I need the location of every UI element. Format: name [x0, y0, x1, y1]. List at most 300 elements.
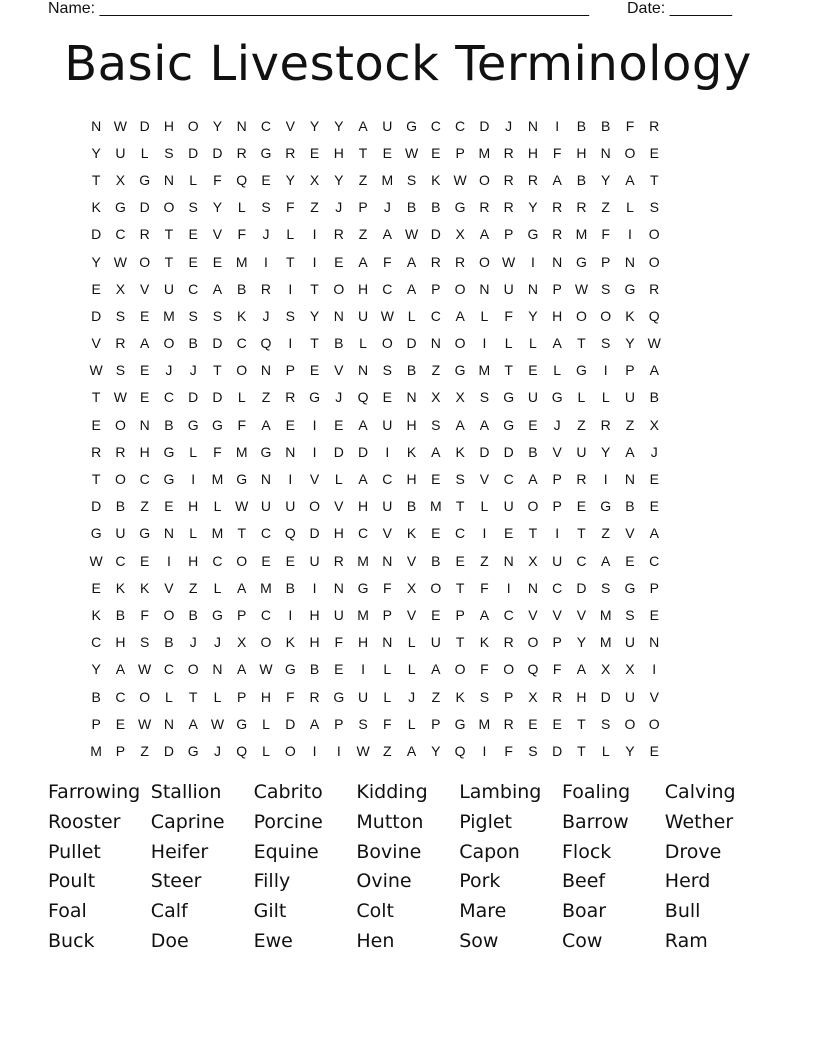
grid-letter[interactable]: P	[601, 253, 611, 270]
grid-letter[interactable]: V	[576, 606, 587, 623]
grid-letter[interactable]: V	[309, 471, 320, 488]
grid-letter[interactable]: R	[455, 253, 466, 270]
grid-letter[interactable]: W	[89, 362, 103, 379]
grid-letter[interactable]: H	[333, 144, 344, 161]
grid-letter[interactable]: G	[212, 416, 223, 433]
grid-letter[interactable]: M	[163, 307, 175, 324]
grid-letter[interactable]: B	[601, 117, 611, 134]
grid-letter[interactable]: C	[455, 117, 466, 134]
grid-letter[interactable]: E	[285, 416, 295, 433]
grid-letter[interactable]: J	[650, 443, 658, 460]
grid-letter[interactable]: A	[479, 416, 490, 433]
grid-letter[interactable]: O	[187, 117, 199, 134]
grid-letter[interactable]: G	[406, 117, 418, 134]
date-field-label[interactable]: Date: _______	[627, 0, 732, 17]
grid-letter[interactable]: Y	[212, 117, 223, 134]
grid-letter[interactable]: K	[479, 634, 490, 651]
grid-letter[interactable]: N	[624, 471, 636, 488]
grid-letter[interactable]: U	[382, 117, 393, 134]
grid-letter[interactable]: E	[334, 416, 344, 433]
grid-letter[interactable]: A	[358, 416, 368, 433]
grid-letter[interactable]: O	[139, 688, 151, 705]
grid-letter[interactable]: L	[189, 443, 198, 460]
grid-letter[interactable]: E	[139, 307, 150, 324]
grid-letter[interactable]: O	[527, 634, 539, 651]
grid-letter[interactable]: C	[163, 389, 174, 406]
grid-letter[interactable]: S	[382, 362, 392, 379]
grid-letter[interactable]: K	[115, 579, 126, 596]
grid-letter[interactable]: Y	[309, 307, 320, 324]
grid-letter[interactable]: X	[406, 579, 417, 596]
grid-letter[interactable]: O	[163, 335, 175, 352]
grid-letter[interactable]: W	[113, 253, 127, 270]
grid-letter[interactable]: L	[213, 498, 222, 515]
grid-letter[interactable]: A	[382, 226, 392, 243]
grid-letter[interactable]: N	[552, 253, 563, 270]
grid-letter[interactable]: H	[357, 634, 369, 651]
grid-letter[interactable]: N	[649, 634, 660, 651]
grid-letter[interactable]: B	[91, 688, 101, 705]
grid-letter[interactable]: P	[503, 226, 514, 243]
grid-letter[interactable]: A	[479, 606, 490, 623]
grid-letter[interactable]: N	[91, 117, 102, 134]
grid-letter[interactable]: E	[455, 552, 465, 569]
grid-letter[interactable]: H	[527, 144, 538, 161]
grid-letter[interactable]: D	[576, 579, 587, 596]
grid-letter[interactable]: I	[482, 742, 487, 759]
grid-letter[interactable]: B	[528, 443, 538, 460]
grid-letter[interactable]: N	[236, 117, 247, 134]
grid-letter[interactable]: E	[528, 362, 538, 379]
grid-letter[interactable]: X	[528, 552, 538, 569]
grid-letter[interactable]: L	[407, 634, 416, 651]
grid-letter[interactable]: S	[528, 742, 538, 759]
grid-letter[interactable]: Z	[431, 362, 441, 379]
grid-letter[interactable]: S	[188, 307, 198, 324]
grid-letter[interactable]: Q	[260, 335, 272, 352]
grid-letter[interactable]: X	[649, 416, 659, 433]
grid-letter[interactable]: O	[236, 362, 248, 379]
grid-letter[interactable]: N	[527, 280, 538, 297]
grid-letter[interactable]: Z	[480, 552, 489, 569]
grid-letter[interactable]: O	[309, 498, 320, 515]
grid-letter[interactable]: T	[91, 389, 101, 406]
grid-letter[interactable]: E	[188, 253, 198, 270]
grid-letter[interactable]: W	[113, 117, 127, 134]
grid-letter[interactable]: L	[407, 715, 416, 732]
grid-letter[interactable]: G	[624, 579, 636, 596]
grid-letter[interactable]: U	[115, 525, 126, 542]
grid-letter[interactable]: Z	[140, 742, 149, 759]
grid-letter[interactable]: O	[236, 552, 248, 569]
grid-letter[interactable]: B	[431, 552, 441, 569]
grid-letter[interactable]: K	[406, 443, 417, 460]
grid-letter[interactable]: T	[455, 498, 465, 515]
grid-letter[interactable]: H	[576, 144, 587, 161]
grid-letter[interactable]: A	[625, 443, 635, 460]
grid-letter[interactable]: I	[555, 117, 560, 134]
grid-letter[interactable]: V	[212, 226, 223, 243]
grid-letter[interactable]: M	[599, 606, 612, 623]
grid-letter[interactable]: T	[649, 171, 659, 188]
grid-letter[interactable]: G	[600, 498, 612, 515]
grid-letter[interactable]: F	[334, 634, 344, 651]
grid-letter[interactable]: H	[188, 552, 199, 569]
grid-letter[interactable]: Y	[91, 661, 101, 678]
grid-letter[interactable]: F	[552, 144, 562, 161]
grid-letter[interactable]: H	[576, 688, 587, 705]
grid-letter[interactable]: A	[576, 661, 587, 678]
grid-letter[interactable]: D	[163, 742, 174, 759]
grid-letter[interactable]: A	[188, 715, 198, 732]
grid-letter[interactable]: V	[552, 606, 562, 623]
grid-letter[interactable]: W	[235, 498, 249, 515]
grid-letter[interactable]: Y	[601, 443, 611, 460]
grid-letter[interactable]: D	[212, 335, 223, 352]
grid-letter[interactable]: X	[601, 661, 611, 678]
grid-letter[interactable]: D	[430, 226, 441, 243]
grid-letter[interactable]: A	[431, 443, 441, 460]
grid-letter[interactable]: E	[431, 606, 441, 623]
grid-letter[interactable]: F	[285, 199, 295, 216]
grid-letter[interactable]: V	[334, 498, 344, 515]
grid-letter[interactable]: I	[482, 525, 487, 542]
grid-letter[interactable]: J	[408, 688, 416, 705]
grid-letter[interactable]: A	[528, 471, 538, 488]
grid-letter[interactable]: G	[236, 715, 248, 732]
grid-letter[interactable]: E	[188, 226, 198, 243]
grid-letter[interactable]: M	[575, 226, 588, 243]
grid-letter[interactable]: R	[91, 443, 102, 460]
grid-letter[interactable]: R	[139, 226, 150, 243]
grid-letter[interactable]: S	[601, 715, 611, 732]
grid-letter[interactable]: M	[430, 498, 442, 515]
grid-letter[interactable]: E	[649, 144, 659, 161]
grid-letter[interactable]: K	[139, 579, 150, 596]
grid-letter[interactable]: O	[624, 715, 636, 732]
grid-letter[interactable]: A	[431, 661, 441, 678]
grid-letter[interactable]: T	[285, 253, 295, 270]
grid-letter[interactable]: E	[431, 144, 441, 161]
grid-letter[interactable]: I	[603, 471, 608, 488]
grid-letter[interactable]: Q	[236, 742, 248, 759]
grid-letter[interactable]: C	[649, 552, 660, 569]
grid-letter[interactable]: S	[164, 144, 174, 161]
grid-letter[interactable]: K	[237, 307, 247, 324]
grid-letter[interactable]: C	[455, 525, 466, 542]
grid-letter[interactable]: O	[478, 253, 490, 270]
grid-letter[interactable]: I	[555, 525, 560, 542]
grid-letter[interactable]: E	[139, 362, 150, 379]
grid-letter[interactable]: I	[506, 579, 511, 596]
grid-letter[interactable]: W	[89, 552, 103, 569]
grid-letter[interactable]: X	[431, 389, 441, 406]
grid-letter[interactable]: C	[115, 552, 126, 569]
grid-letter[interactable]: R	[285, 389, 296, 406]
grid-letter[interactable]: O	[260, 634, 272, 651]
grid-letter[interactable]: F	[601, 226, 610, 243]
grid-letter[interactable]: F	[552, 661, 562, 678]
grid-letter[interactable]: I	[312, 579, 317, 596]
grid-letter[interactable]: G	[624, 280, 636, 297]
grid-letter[interactable]: N	[260, 362, 272, 379]
grid-letter[interactable]: U	[163, 280, 174, 297]
grid-letter[interactable]: W	[210, 715, 225, 732]
grid-letter[interactable]: P	[649, 579, 659, 596]
grid-letter[interactable]: U	[285, 498, 296, 515]
grid-letter[interactable]: W	[502, 253, 516, 270]
grid-letter[interactable]: K	[455, 688, 465, 705]
grid-letter[interactable]: N	[406, 389, 417, 406]
grid-letter[interactable]: B	[334, 335, 344, 352]
grid-letter[interactable]: E	[261, 171, 271, 188]
grid-letter[interactable]: X	[455, 226, 465, 243]
grid-letter[interactable]: D	[139, 117, 150, 134]
grid-letter[interactable]: F	[504, 742, 513, 759]
grid-letter[interactable]: U	[624, 688, 636, 705]
grid-letter[interactable]: D	[309, 525, 320, 542]
grid-letter[interactable]: N	[503, 552, 514, 569]
grid-letter[interactable]: Y	[212, 199, 223, 216]
grid-letter[interactable]: G	[212, 606, 223, 623]
grid-letter[interactable]: Q	[454, 742, 466, 759]
grid-letter[interactable]: Q	[357, 389, 369, 406]
grid-letter[interactable]: N	[333, 307, 344, 324]
grid-letter[interactable]: N	[624, 253, 636, 270]
grid-letter[interactable]: R	[576, 471, 587, 488]
grid-letter[interactable]: E	[309, 144, 320, 161]
grid-letter[interactable]: A	[115, 661, 126, 678]
grid-letter[interactable]: I	[482, 335, 487, 352]
grid-letter[interactable]: E	[285, 552, 295, 569]
grid-letter[interactable]: K	[625, 307, 635, 324]
grid-letter[interactable]: L	[504, 335, 513, 352]
grid-letter[interactable]: U	[552, 552, 563, 569]
grid-letter[interactable]: I	[166, 552, 171, 569]
grid-letter[interactable]: Z	[358, 226, 368, 243]
grid-letter[interactable]: N	[333, 579, 344, 596]
grid-letter[interactable]: P	[91, 715, 101, 732]
grid-letter[interactable]: E	[625, 552, 635, 569]
grid-letter[interactable]: L	[189, 525, 198, 542]
grid-letter[interactable]: N	[479, 280, 490, 297]
grid-letter[interactable]: T	[310, 335, 319, 352]
grid-letter[interactable]: G	[454, 199, 466, 216]
grid-letter[interactable]: E	[576, 498, 587, 515]
grid-letter[interactable]: L	[407, 661, 416, 678]
grid-letter[interactable]: N	[163, 171, 174, 188]
grid-letter[interactable]: N	[527, 579, 538, 596]
grid-letter[interactable]: P	[382, 606, 392, 623]
grid-letter[interactable]: Y	[334, 171, 344, 188]
grid-letter[interactable]: G	[357, 579, 369, 596]
grid-letter[interactable]: W	[356, 742, 370, 759]
grid-letter[interactable]: Y	[334, 117, 344, 134]
grid-letter[interactable]: W	[113, 389, 127, 406]
grid-letter[interactable]: M	[357, 552, 369, 569]
grid-letter[interactable]: P	[503, 688, 514, 705]
grid-letter[interactable]: R	[552, 199, 563, 216]
grid-letter[interactable]: I	[385, 443, 390, 460]
grid-letter[interactable]: V	[649, 688, 659, 705]
grid-letter[interactable]: T	[455, 634, 465, 651]
grid-letter[interactable]: O	[187, 661, 199, 678]
grid-letter[interactable]: P	[431, 715, 441, 732]
grid-letter[interactable]: G	[454, 362, 466, 379]
grid-letter[interactable]: A	[406, 280, 417, 297]
grid-letter[interactable]: N	[527, 117, 538, 134]
grid-letter[interactable]: G	[333, 688, 345, 705]
grid-letter[interactable]: G	[503, 389, 515, 406]
grid-letter[interactable]: J	[213, 634, 221, 651]
grid-letter[interactable]: L	[286, 226, 295, 243]
grid-letter[interactable]: Z	[601, 199, 610, 216]
grid-letter[interactable]: R	[503, 171, 514, 188]
grid-letter[interactable]: C	[139, 471, 150, 488]
grid-letter[interactable]: A	[552, 335, 562, 352]
grid-letter[interactable]: X	[625, 661, 635, 678]
grid-letter[interactable]: I	[288, 335, 293, 352]
grid-letter[interactable]: G	[163, 471, 175, 488]
grid-letter[interactable]: U	[309, 552, 320, 569]
grid-letter[interactable]: S	[261, 199, 271, 216]
grid-letter[interactable]: L	[407, 307, 416, 324]
grid-letter[interactable]: Y	[431, 742, 441, 759]
grid-letter[interactable]: B	[406, 199, 417, 216]
grid-letter[interactable]: V	[285, 117, 295, 134]
grid-letter[interactable]: F	[140, 606, 149, 623]
grid-letter[interactable]: I	[191, 471, 196, 488]
grid-letter[interactable]: R	[527, 171, 538, 188]
grid-letter[interactable]: G	[454, 715, 466, 732]
grid-letter[interactable]: I	[288, 471, 293, 488]
grid-letter[interactable]: H	[163, 117, 174, 134]
grid-letter[interactable]: E	[91, 579, 101, 596]
grid-letter[interactable]: N	[600, 144, 611, 161]
grid-letter[interactable]: G	[551, 389, 563, 406]
grid-letter[interactable]: I	[312, 226, 317, 243]
grid-letter[interactable]: N	[260, 471, 272, 488]
grid-letter[interactable]: O	[454, 280, 466, 297]
grid-letter[interactable]: Y	[285, 171, 295, 188]
grid-letter[interactable]: S	[625, 606, 635, 623]
grid-letter[interactable]: C	[115, 226, 126, 243]
grid-letter[interactable]: U	[333, 606, 344, 623]
grid-letter[interactable]: G	[576, 362, 587, 379]
grid-letter[interactable]: A	[649, 525, 659, 542]
grid-letter[interactable]: B	[164, 634, 174, 651]
grid-letter[interactable]: C	[382, 471, 393, 488]
grid-letter[interactable]: L	[213, 579, 222, 596]
grid-letter[interactable]: O	[163, 606, 175, 623]
grid-letter[interactable]: L	[189, 171, 198, 188]
grid-letter[interactable]: R	[552, 688, 563, 705]
grid-letter[interactable]: T	[455, 579, 465, 596]
grid-letter[interactable]: R	[600, 416, 611, 433]
grid-letter[interactable]: P	[552, 280, 562, 297]
grid-letter[interactable]: F	[480, 579, 489, 596]
grid-letter[interactable]: S	[649, 199, 659, 216]
grid-letter[interactable]: F	[237, 226, 246, 243]
grid-letter[interactable]: G	[139, 525, 151, 542]
grid-letter[interactable]: N	[139, 416, 150, 433]
grid-letter[interactable]: L	[553, 362, 562, 379]
grid-letter[interactable]: G	[503, 416, 515, 433]
grid-letter[interactable]: J	[213, 742, 221, 759]
grid-letter[interactable]: D	[406, 335, 417, 352]
grid-letter[interactable]: Z	[601, 525, 610, 542]
grid-letter[interactable]: D	[188, 144, 199, 161]
grid-letter[interactable]: V	[139, 280, 150, 297]
grid-letter[interactable]: R	[649, 117, 660, 134]
grid-letter[interactable]: H	[309, 606, 320, 623]
grid-letter[interactable]: A	[406, 253, 417, 270]
grid-letter[interactable]: Q	[648, 307, 660, 324]
grid-letter[interactable]: B	[285, 579, 295, 596]
grid-letter[interactable]: B	[188, 335, 198, 352]
grid-letter[interactable]: L	[262, 742, 270, 759]
grid-letter[interactable]: J	[262, 226, 270, 243]
grid-letter[interactable]: S	[479, 389, 490, 406]
grid-letter[interactable]: U	[115, 144, 126, 161]
grid-letter[interactable]: K	[455, 443, 465, 460]
grid-letter[interactable]: E	[503, 525, 514, 542]
grid-letter[interactable]: B	[576, 171, 587, 188]
grid-letter[interactable]: R	[285, 144, 296, 161]
grid-letter[interactable]: B	[115, 498, 126, 515]
grid-letter[interactable]: A	[212, 280, 223, 297]
grid-letter[interactable]: O	[527, 498, 539, 515]
grid-letter[interactable]: J	[335, 389, 343, 406]
grid-letter[interactable]: N	[212, 661, 223, 678]
grid-letter[interactable]: D	[503, 443, 514, 460]
grid-letter[interactable]: U	[382, 498, 393, 515]
grid-letter[interactable]: U	[357, 688, 369, 705]
grid-letter[interactable]: T	[91, 171, 101, 188]
grid-letter[interactable]: F	[383, 579, 392, 596]
grid-letter[interactable]: R	[309, 688, 320, 705]
grid-letter[interactable]: D	[91, 226, 102, 243]
grid-letter[interactable]: A	[309, 715, 320, 732]
grid-letter[interactable]: C	[503, 471, 514, 488]
grid-letter[interactable]: P	[358, 199, 368, 216]
grid-letter[interactable]: G	[260, 443, 272, 460]
grid-letter[interactable]: F	[213, 171, 222, 188]
grid-letter[interactable]: I	[288, 606, 293, 623]
grid-letter[interactable]: G	[284, 661, 296, 678]
grid-letter[interactable]: G	[576, 253, 587, 270]
grid-letter[interactable]: M	[90, 742, 102, 759]
grid-letter[interactable]: C	[430, 117, 441, 134]
grid-letter[interactable]: E	[649, 606, 659, 623]
grid-letter[interactable]: L	[359, 335, 367, 352]
grid-letter[interactable]: R	[503, 199, 514, 216]
grid-letter[interactable]: C	[357, 525, 369, 542]
grid-letter[interactable]: P	[455, 606, 465, 623]
grid-letter[interactable]: A	[406, 742, 417, 759]
grid-letter[interactable]: F	[625, 117, 635, 134]
grid-letter[interactable]: T	[577, 335, 586, 352]
grid-letter[interactable]: O	[503, 661, 515, 678]
grid-letter[interactable]: N	[430, 335, 441, 352]
grid-letter[interactable]: P	[552, 471, 562, 488]
grid-letter[interactable]: S	[115, 362, 126, 379]
grid-letter[interactable]: G	[90, 525, 102, 542]
grid-letter[interactable]: S	[406, 171, 417, 188]
grid-letter[interactable]: B	[576, 117, 587, 134]
grid-letter[interactable]: Y	[601, 171, 611, 188]
grid-letter[interactable]: O	[478, 171, 490, 188]
